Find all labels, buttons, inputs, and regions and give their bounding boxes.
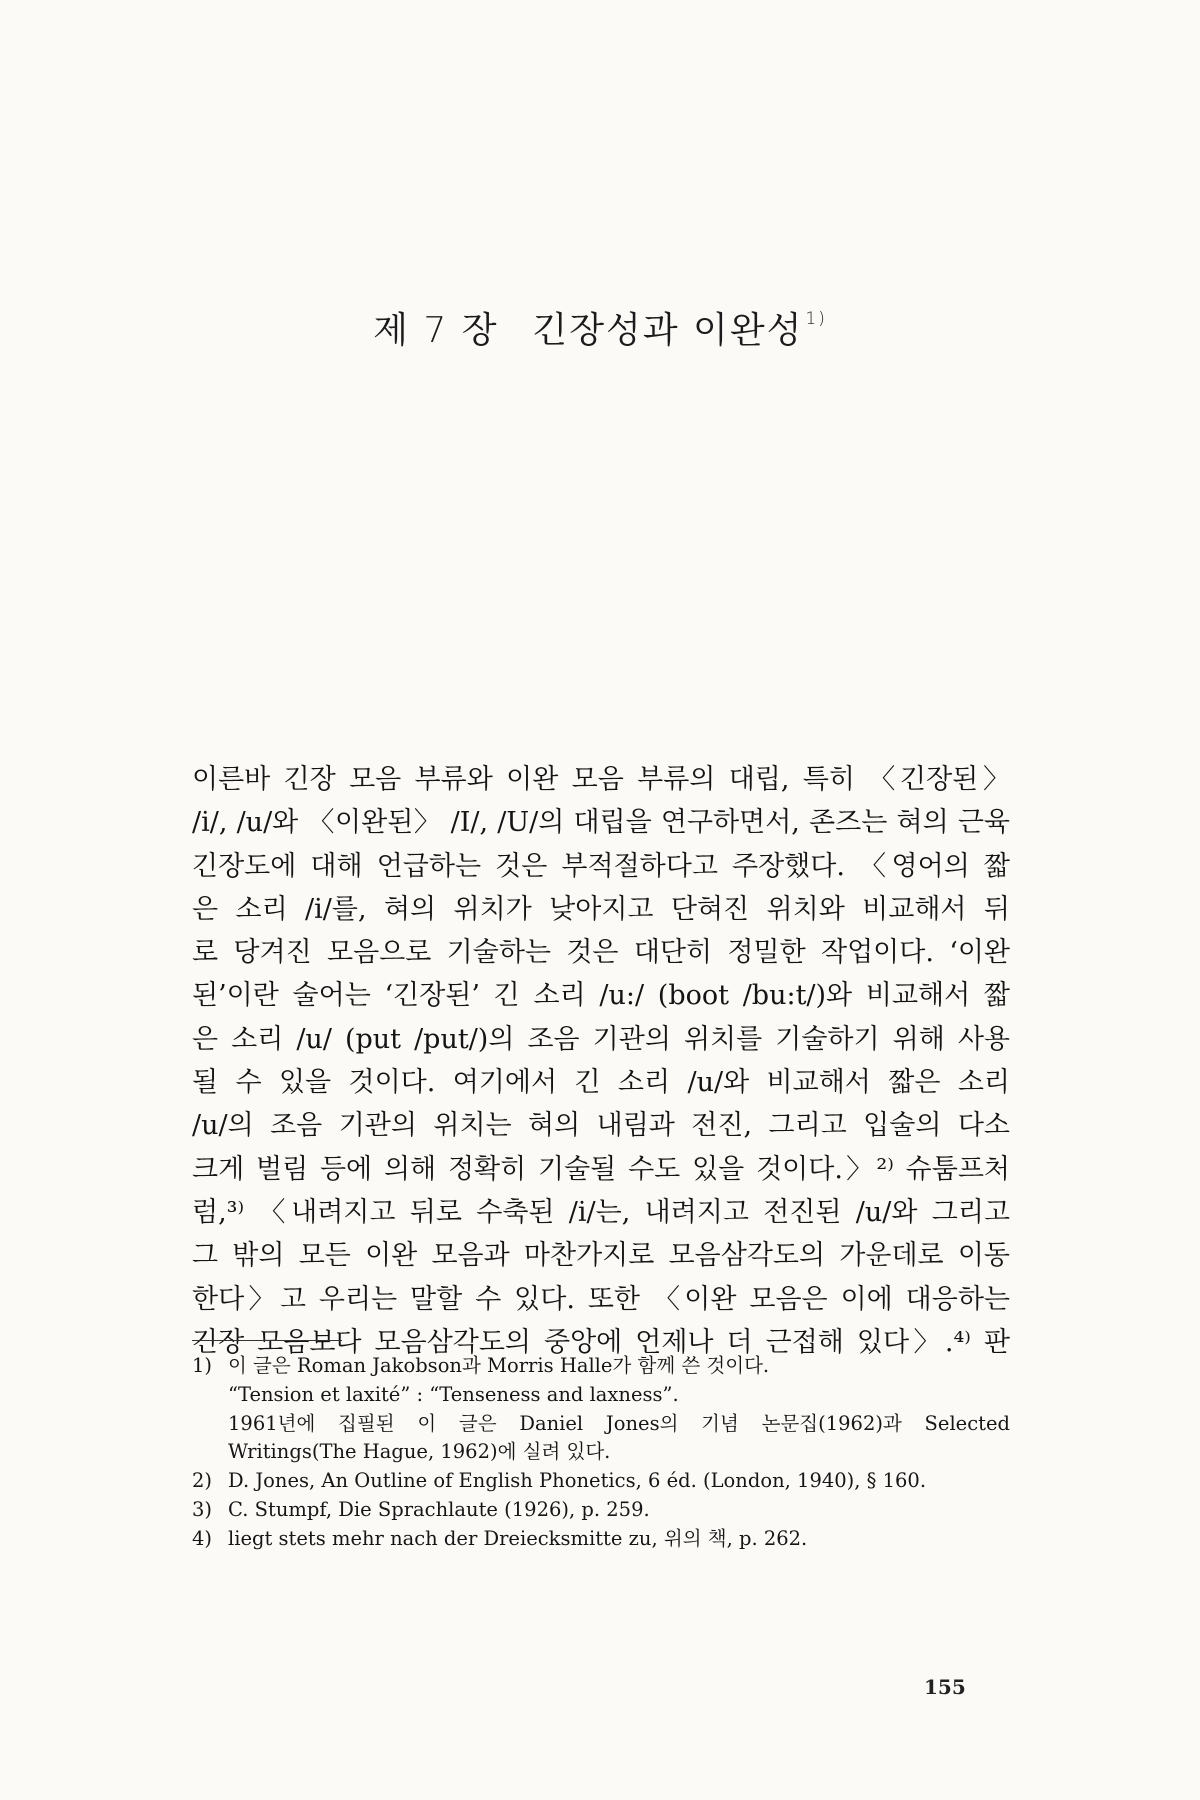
footnote-text: D. Jones, An Outline of English Phonetics, 6 éd. (London, 1940), § 160. [228,1469,927,1493]
footnote-text: “Tension et laxité” : “Tenseness and laxness”. [228,1382,679,1406]
body-line: 긴장도에 대해 언급하는 것은 부적절하다고 주장했다. 〈영어의 짧 [192,850,1010,882]
footnote-text: liegt stets mehr nach der Dreiecksmitte zu, 위의 책, p. 262. [228,1526,808,1550]
footnote-4 [192,1525,1010,1554]
body-line: 은 소리 /i/를, 혀의 위치가 낮아지고 단혀진 위치와 비교해서 뒤 [192,893,1010,925]
body-line: 로 당겨진 모음으로 기술하는 것은 대단히 정밀한 작업이다. ‘이완 [192,937,1010,969]
footnote-number: 4) [192,1526,213,1550]
page-number: 155 [924,1675,966,1699]
body-line: 긴장 모음보다 모음삼각도의 중앙에 언제나 더 근접해 있다〉.⁴⁾ 판 [192,1326,1010,1358]
body-line: /i/, /u/와 〈이완된〉 /I/, /U/의 대립을 연구하면서, 존즈는 혀의 근육 [192,807,1010,839]
footnote-2 [192,1467,1010,1496]
footnote-ref: 1) [805,309,827,329]
chapter-label: 제 7 장 [373,310,499,351]
footnote-3 [192,1496,1010,1525]
body-line: 된’이란 술어는 ‘긴장된’ 긴 소리 /u:/ (boot /bu:t/)와 비교해서 짧 [192,980,1010,1012]
footnote-divider [192,1340,342,1341]
chapter-heading [0,302,1200,353]
footnote-text: Writings(The Hague, 1962)에 실려 있다. [228,1440,611,1464]
footnote-number: 3) [192,1497,213,1521]
footnote-text: 1961년에 집필된 이 글은 Daniel Jones의 기념 논문집(1962)과 Selected [228,1411,1010,1435]
body-line: 될 수 있을 것이다. 여기에서 긴 소리 /u/와 비교해서 짧은 소리 [192,1067,1010,1099]
body-line: 그 밖의 모든 이완 모음과 마찬가지로 모음삼각도의 가운데로 이동 [192,1240,1010,1272]
body-line: 이른바 긴장 모음 부류와 이완 모음 부류의 대립, 특히 〈긴장된〉 [192,764,1010,795]
body-paragraph [192,758,1010,1364]
footnote-number: 2) [192,1469,213,1493]
body-line: 한다〉고 우리는 말할 수 있다. 또한 〈이완 모음은 이에 대응하는 [192,1283,1010,1315]
chapter-title-text: 긴장성과 이완성 [532,310,804,351]
footnote-number: 1) [192,1354,213,1377]
footnotes [192,1352,1010,1554]
body-line: 럼,³⁾ 〈내려지고 뒤로 수축된 /i/는, 내려지고 전진된 /u/와 그리고 [192,1196,1010,1228]
body-line: 은 소리 /u/ (put /put/)의 조음 기관의 위치를 기술하기 위해 사용 [192,1023,1010,1055]
footnote-text: 이 글은 Roman Jakobson과 Morris Halle가 함께 쓴 것이다. [228,1354,770,1377]
body-line: /u/의 조음 기관의 위치는 혀의 내림과 전진, 그리고 입술의 다소 [192,1110,1010,1142]
footnote-text: C. Stumpf, Die Sprachlaute (1926), p. 259. [228,1497,650,1521]
footnote-1 [192,1352,1010,1381]
body-line: 크게 벌림 등에 의해 정확히 기술될 수도 있을 것이다.〉²⁾ 슈툼프처 [192,1153,1010,1185]
